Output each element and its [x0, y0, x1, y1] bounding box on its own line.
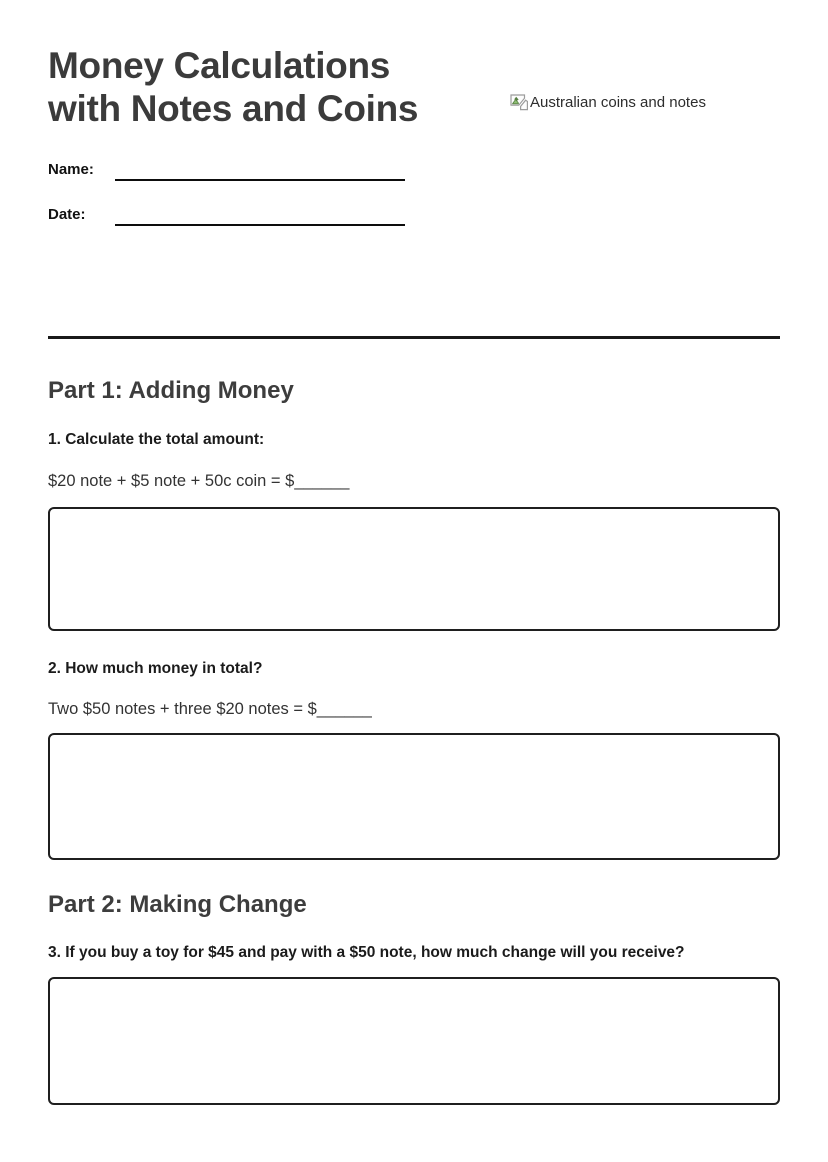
- name-field-row: [48, 160, 780, 184]
- name-label: Name:: [48, 161, 94, 178]
- broken-image-icon: [510, 94, 529, 111]
- question-2-prompt: 2. How much money in total?: [48, 660, 263, 677]
- question-2-equation: Two $50 notes + three $20 notes = $______: [48, 700, 372, 718]
- worksheet-page: [0, 44, 828, 1162]
- answer-box-question-2[interactable]: [48, 733, 780, 860]
- header-image-alt-text: Australian coins and notes: [530, 94, 706, 111]
- date-label: Date:: [48, 206, 86, 223]
- question-1-equation: $20 note + $5 note + 50c coin = $______: [48, 472, 350, 490]
- date-field-row: [48, 205, 780, 229]
- name-write-line[interactable]: [115, 160, 405, 181]
- page-title: Money Calculations with Notes and Coins: [48, 45, 419, 129]
- answer-box-question-3[interactable]: [48, 977, 780, 1105]
- header-image: [510, 94, 706, 111]
- question-3-prompt: 3. If you buy a toy for $45 and pay with a $50 note, how much change will you receive?: [48, 944, 685, 961]
- section-heading-part-1: Part 1: Adding Money: [48, 377, 294, 404]
- answer-box-question-1[interactable]: [48, 507, 780, 631]
- section-divider: [48, 336, 780, 339]
- question-1-prompt: 1. Calculate the total amount:: [48, 431, 265, 448]
- date-write-line[interactable]: [115, 205, 405, 226]
- section-heading-part-2: Part 2: Making Change: [48, 891, 307, 918]
